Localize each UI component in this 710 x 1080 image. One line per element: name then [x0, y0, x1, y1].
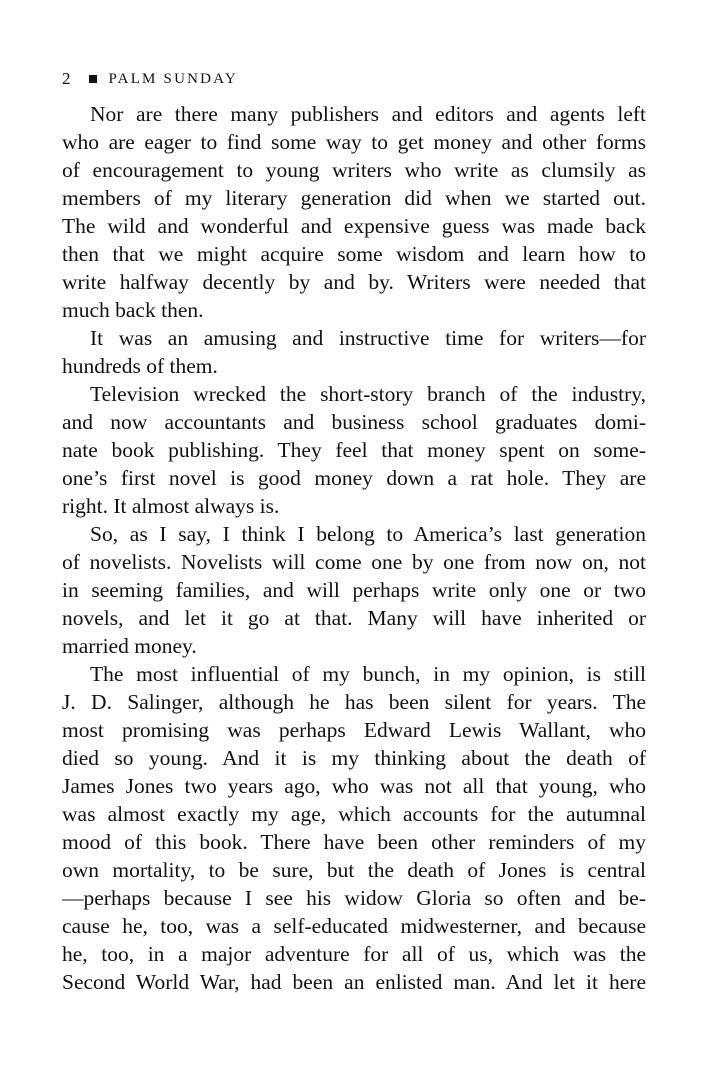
- running-head: [62, 68, 238, 90]
- text-line: James Jones two years ago, who was not all that young, who: [62, 774, 646, 798]
- text-line: of novelists. Novelists will come one by one from now on, not: [62, 550, 646, 574]
- text-line: Television wrecked the short-story branch of the industry,: [90, 382, 646, 406]
- text-line: mood of this book. There have been other reminders of my: [62, 830, 646, 854]
- text-line: own mortality, to be sure, but the death of Jones is central: [62, 858, 646, 882]
- text-line: in seeming families, and will perhaps write only one or two: [62, 578, 646, 602]
- text-line: members of my literary generation did when we started out.: [62, 186, 646, 210]
- text-line: Nor are there many publishers and editors and agents left: [90, 102, 646, 126]
- text-line: and now accountants and business school graduates domi-: [62, 410, 646, 434]
- body-text: [62, 100, 646, 996]
- text-line: It was an amusing and instructive time for writers—for: [90, 326, 646, 350]
- text-line: most promising was perhaps Edward Lewis Wallant, who: [62, 718, 646, 742]
- text-line: who are eager to find some way to get money and other forms: [62, 130, 646, 154]
- text-line: The wild and wonderful and expensive guess was made back: [62, 214, 646, 238]
- text-line: cause he, too, was a self-educated midwesterner, and because: [62, 914, 646, 938]
- text-line: write halfway decently by and by. Writers were needed that: [62, 270, 646, 294]
- text-line: So, as I say, I think I belong to America’s last generation: [90, 522, 646, 546]
- text-line: married money.: [62, 634, 197, 658]
- text-line: nate book publishing. They feel that money spent on some-: [62, 438, 646, 462]
- text-line: died so young. And it is my thinking about the death of: [62, 746, 646, 770]
- text-line: The most influential of my bunch, in my opinion, is still: [90, 662, 646, 686]
- square-bullet-icon: [89, 75, 97, 83]
- text-line: —perhaps because I see his widow Gloria so often and be-: [62, 886, 646, 910]
- page-number: 2: [62, 69, 71, 88]
- text-line: novels, and let it go at that. Many will have inherited or: [62, 606, 646, 630]
- text-line: hundreds of them.: [62, 354, 218, 378]
- text-line: was almost exactly my age, which accounts for the autumnal: [62, 802, 646, 826]
- text-line: then that we might acquire some wisdom and learn how to: [62, 242, 646, 266]
- book-title: PALM SUNDAY: [108, 70, 238, 87]
- text-line: much back then.: [62, 298, 204, 322]
- text-line: right. It almost always is.: [62, 494, 280, 518]
- text-line: J. D. Salinger, although he has been silent for years. The: [62, 690, 646, 714]
- text-line: of encouragement to young writers who write as clumsily as: [62, 158, 646, 182]
- text-line: Second World War, had been an enlisted man. And let it here: [62, 970, 646, 994]
- text-line: he, too, in a major adventure for all of us, which was the: [62, 942, 646, 966]
- text-line: one’s first novel is good money down a rat hole. They are: [62, 466, 646, 490]
